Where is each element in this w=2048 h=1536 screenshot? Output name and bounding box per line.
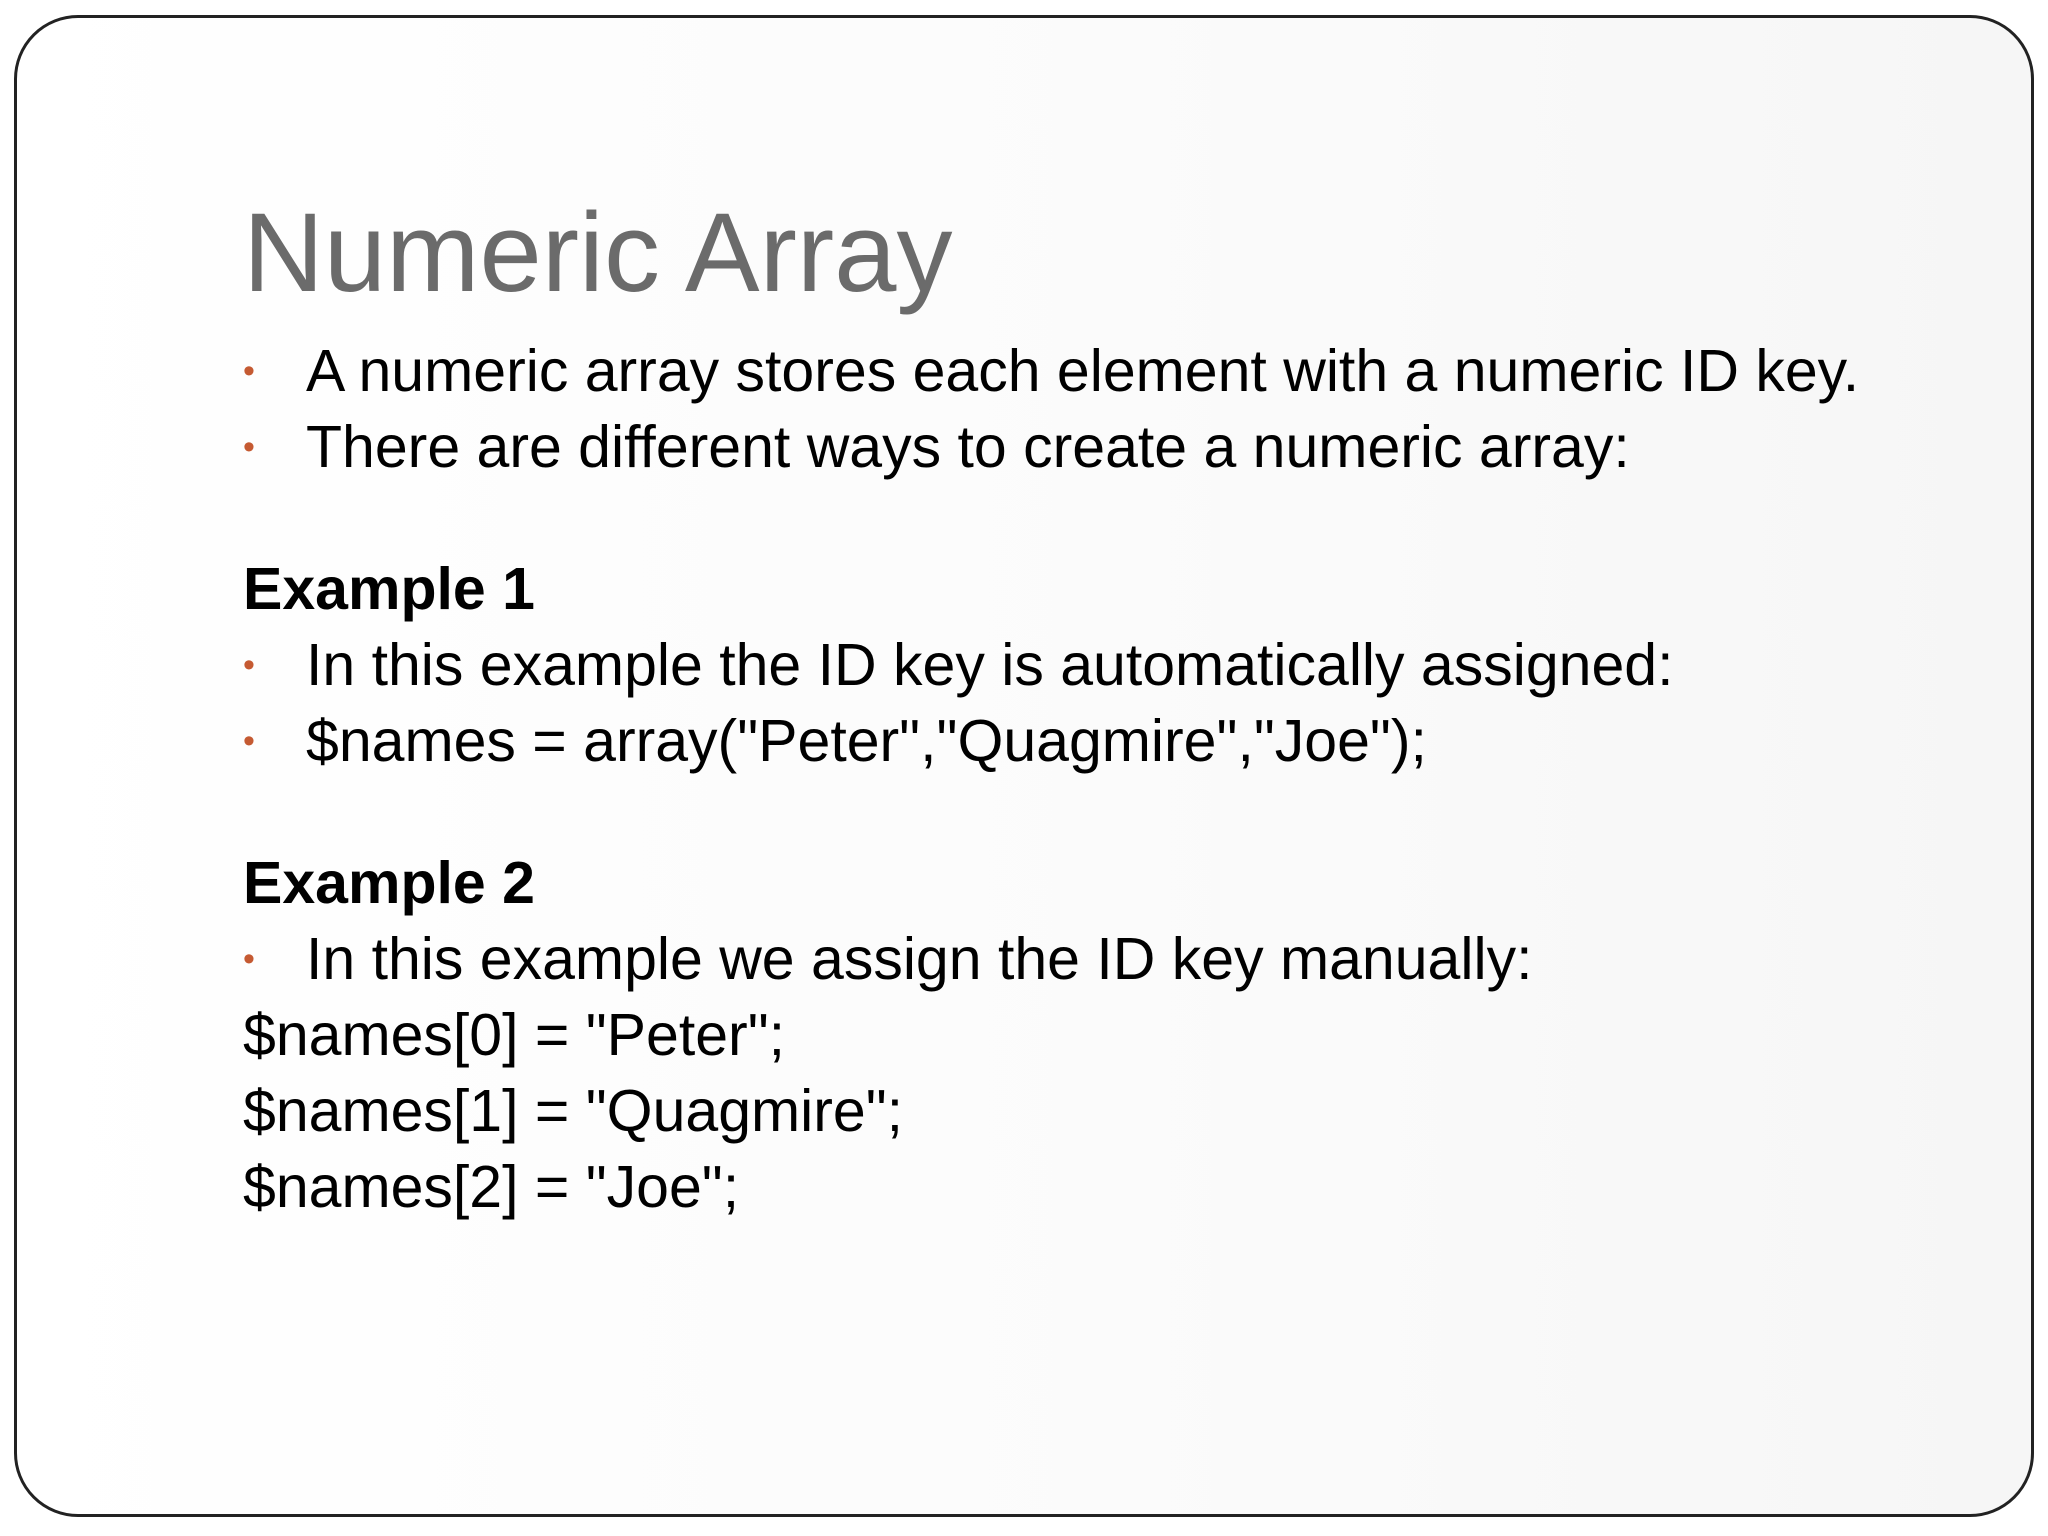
bullet-item [243,928,1863,990]
bullet-item [243,634,1863,696]
code-line: $names[0] = "Peter"; [243,1002,786,1068]
bullet-item [243,710,1863,772]
bullet-item [243,340,1863,402]
slide-title: Numeric Array [243,190,953,315]
code-line: $names[2] = "Joe"; [243,1154,740,1220]
example-2-heading: Example 2 [243,850,535,916]
bullet-dot-icon: • [243,940,255,978]
bullet-text: In this example the ID key is automatically assigned: [306,632,1674,698]
code-line: $names[1] = "Quagmire"; [243,1078,904,1144]
bullet-text: There are different ways to create a numeric array: [306,414,1630,480]
bullet-dot-icon: • [243,428,255,466]
bullet-dot-icon: • [243,646,255,684]
bullet-text: A numeric array stores each element with a numeric ID key. [306,338,1860,404]
bullet-text: In this example we assign the ID key manually: [306,926,1533,992]
code-bullet-text: $names = array("Peter","Quagmire","Joe"); [306,708,1427,774]
bullet-item [243,416,1863,478]
bullet-dot-icon: • [243,722,255,760]
bullet-dot-icon: • [243,352,255,390]
slide-content [243,340,1863,1218]
slide-frame [14,15,2034,1517]
example-1-heading: Example 1 [243,556,535,622]
